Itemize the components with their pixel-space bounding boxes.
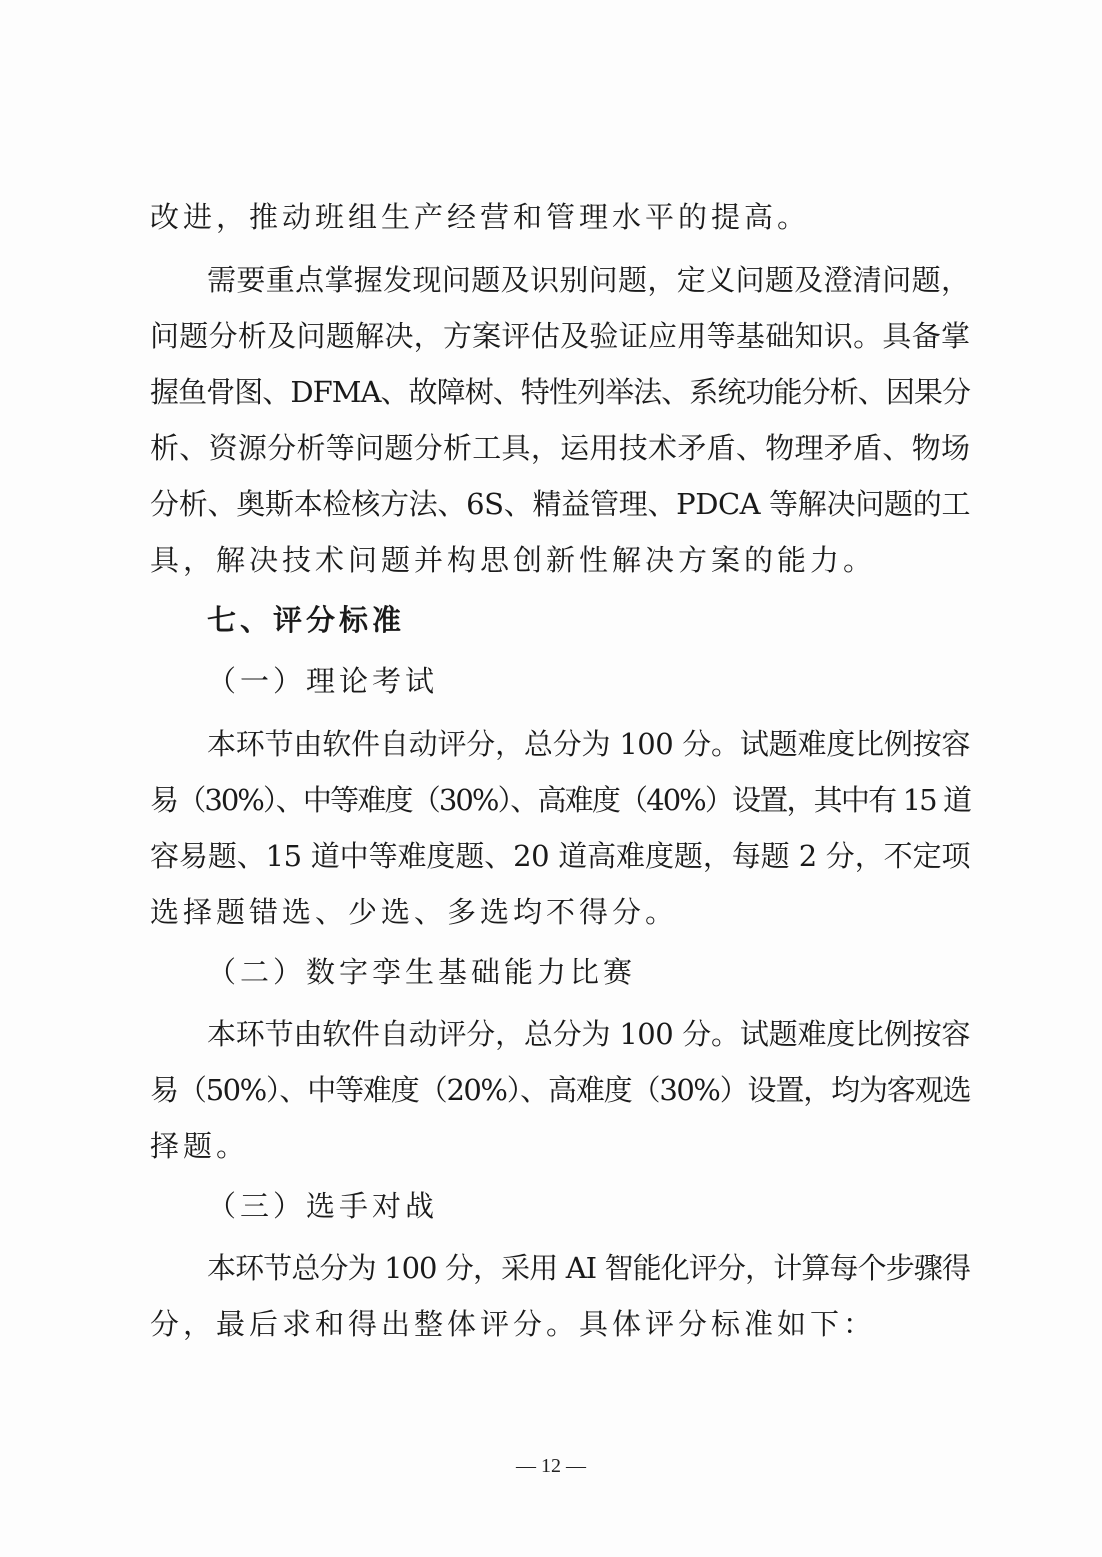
paragraph-line: 需要重点掌握发现问题及识别问题，定义问题及澄清问题， (207, 263, 970, 297)
paragraph-line: 容易题、15 道中等难度题、20 道高难度题，每题 2 分，不定项 (150, 839, 970, 873)
paragraph-line: 握鱼骨图、DFMA、故障树、特性列举法、系统功能分析、因果分 (150, 375, 970, 409)
paragraph-line: 析、资源分析等问题分析工具，运用技术矛盾、物理矛盾、物场 (150, 431, 970, 465)
paragraph-line: 具，解决技术问题并构思创新性解决方案的能力。 (150, 543, 877, 577)
paragraph-line: 易（30%）、中等难度（30%）、高难度（40%）设置，其中有 15 道 (150, 783, 970, 817)
paragraph-line: 分，最后求和得出整体评分。具体评分标准如下： (150, 1307, 877, 1341)
paragraph-line: 本环节由软件自动评分，总分为 100 分。试题难度比例按容 (207, 727, 970, 761)
paragraph-line: 问题分析及问题解决，方案评估及验证应用等基础知识。具备掌 (150, 319, 970, 353)
subsection-heading: （三）选手对战 (207, 1189, 439, 1223)
page-number: — 12 — (516, 1455, 586, 1477)
paragraph-line: 改进，推动班组生产经营和管理水平的提高。 (150, 200, 811, 234)
paragraph-line: 本环节由软件自动评分，总分为 100 分。试题难度比例按容 (207, 1017, 970, 1051)
paragraph-line: 选择题错选、少选、多选均不得分。 (150, 895, 679, 929)
paragraph-line: 分析、奥斯本检核方法、6S、精益管理、PDCA 等解决问题的工 (150, 487, 970, 521)
paragraph-line: 择题。 (150, 1129, 250, 1163)
paragraph-line: 本环节总分为 100 分，采用 AI 智能化评分，计算每个步骤得 (207, 1251, 970, 1285)
section-heading: 七、评分标准 (207, 603, 406, 637)
paragraph-line: 易（50%）、中等难度（20%）、高难度（30%）设置，均为客观选 (150, 1073, 970, 1107)
subsection-heading: （二）数字孪生基础能力比赛 (207, 955, 637, 989)
subsection-heading: （一）理论考试 (207, 664, 439, 698)
